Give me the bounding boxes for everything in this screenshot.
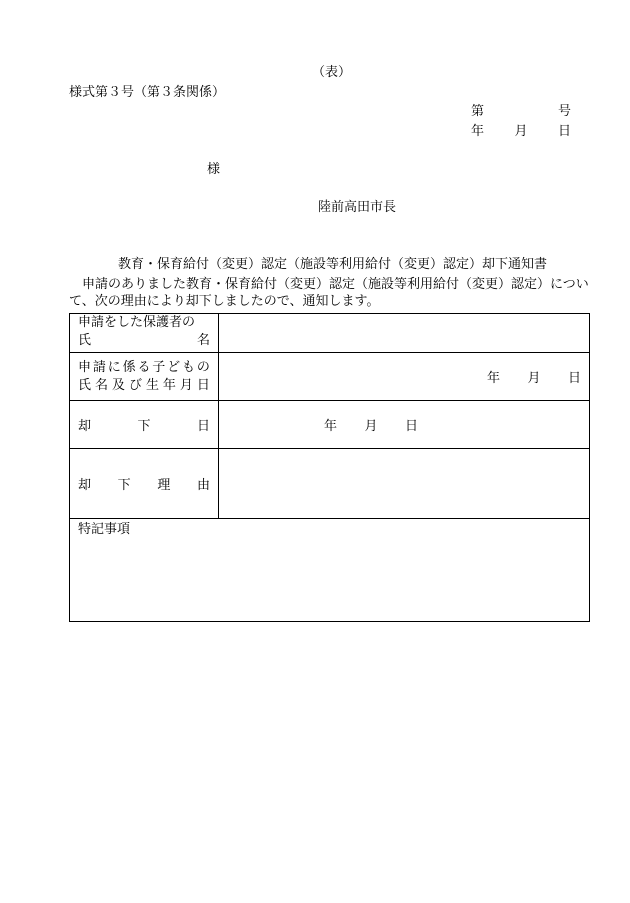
rejection-month: 月: [364, 419, 378, 434]
rejection-date: [324, 401, 418, 448]
guardian-label: [70, 314, 219, 352]
child-birth-month: 月: [527, 371, 541, 386]
rejection-day: 日: [404, 419, 418, 434]
guardian-label-line-1: 申請をした保護者の: [78, 315, 196, 330]
issue-date-line: [471, 124, 571, 140]
notice-body-line-1: 申請のありました教育・保育給付（変更）認定（施設等利用給付（変更）認定）につい: [82, 277, 589, 292]
notice-table: [69, 313, 590, 622]
child-label-line-1: 申 請 に 係 る 子 ど も の: [78, 360, 210, 375]
table-row-guardian: [70, 314, 589, 353]
special-notes-label: 特記事項: [78, 522, 131, 537]
child-label: [70, 353, 219, 400]
guardian-label-line-2: 氏 名: [78, 333, 210, 348]
document-number-suffix: 号: [557, 104, 571, 119]
child-label-line-2: 氏 名 及 び 生 年 月 日: [78, 378, 210, 393]
rejection-date-field: [219, 401, 589, 448]
child-birth-day: 日: [567, 371, 581, 386]
table-row-rejection-reason: [70, 449, 589, 519]
child-birthdate: [487, 353, 581, 400]
notice-body: [69, 276, 591, 310]
rejection-year: 年: [324, 419, 338, 434]
issue-date-day: 日: [557, 124, 571, 139]
rejection-date-label: 却 下 日: [70, 401, 219, 448]
table-row-child: [70, 353, 589, 401]
document-title: 教育・保育給付（変更）認定（施設等利用給付（変更）認定）却下通知書: [118, 257, 548, 272]
document-number-line: [471, 104, 571, 120]
child-name-birthdate-field: [219, 353, 589, 400]
document-number-prefix: 第: [471, 104, 485, 119]
notice-body-line-2: て、次の理由により却下しましたので、通知します。: [69, 294, 380, 309]
issuer-name: 陸前高田市長: [318, 200, 397, 215]
rejection-reason-label: 却 下 理 由: [70, 449, 219, 518]
issue-date-year: 年: [471, 124, 485, 139]
guardian-name-field: [219, 314, 589, 352]
rejection-reason-field: [219, 449, 589, 518]
form-number: 様式第３号（第３条関係）: [69, 85, 226, 100]
table-row-notes: [70, 519, 589, 621]
table-row-rejection-date: [70, 401, 589, 449]
child-birth-year: 年: [487, 371, 501, 386]
issue-date-month: 月: [514, 124, 528, 139]
addressee-suffix: 様: [207, 162, 221, 177]
front-side-label: （表）: [312, 65, 352, 80]
